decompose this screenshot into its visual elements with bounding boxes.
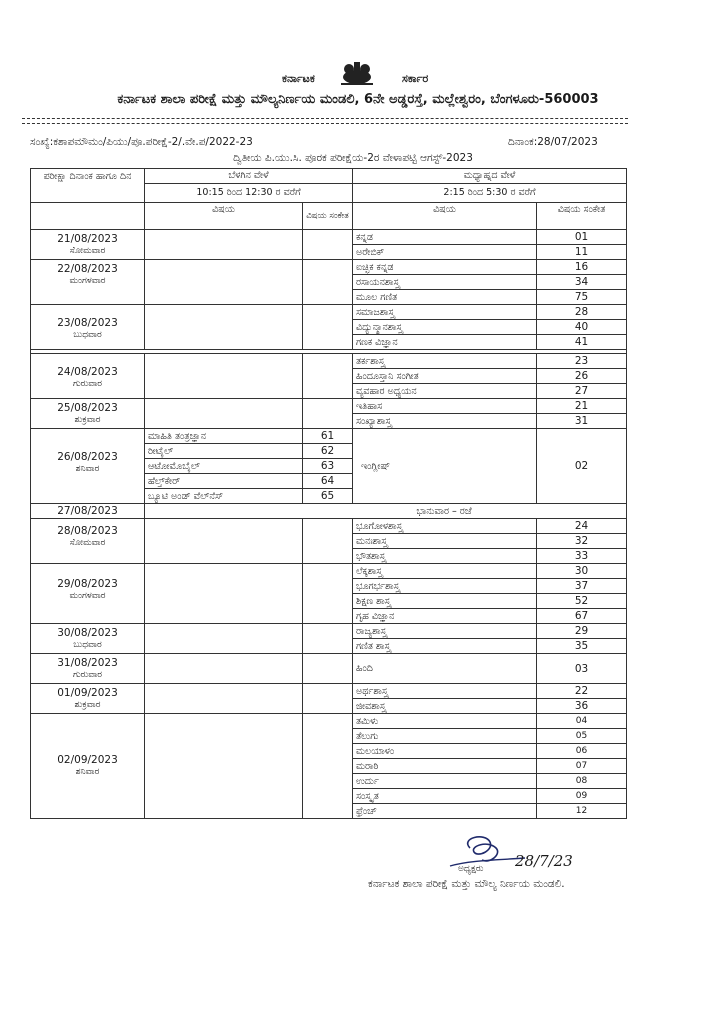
document-date: ದಿನಾಂಕ:28/07/2023 [508,136,598,148]
date-cell [31,260,145,305]
subject-name: ಹಿಂದೂಸ್ತಾನಿ ಸಂಗೀತ [353,369,537,384]
subject-code: 05 [537,729,627,744]
gov-right-text: ಸರ್ಕಾರ [402,72,429,85]
subject-name: ಕನ್ನಡ [353,230,537,245]
subject-code: 02 [537,429,627,504]
subject-code: 30 [537,564,627,579]
morning-code-empty [303,684,353,714]
subject-name: ಹೆಲ್ತ್‌ಕೇರ್ [145,474,303,489]
subject-name: ಫ್ರೆಂಚ್ [353,804,537,819]
subject-code: 31 [537,414,627,429]
subject-name: ಐಚ್ಛಿಕ ಕನ್ನಡ [353,260,537,275]
morning-subject-empty [145,654,303,684]
subject-name: ವಿದ್ಯುನ್ಮಾನಶಾಸ್ತ್ರ [353,320,537,335]
morning-subject-empty [145,564,303,624]
date-cell [31,305,145,350]
exam-date: 21/08/2023 [57,233,118,245]
exam-day: ಶುಕ್ರವಾರ [74,415,101,425]
board-name: ಕರ್ನಾಟಕ ಶಾಲಾ ಪರೀಕ್ಷೆ ಮತ್ತು ಮೌಲ್ಯ ನಿರ್ಣಯ ಮಂಡಲಿ. [368,878,565,890]
header-date-column: ಪರೀಕ್ಷಾ ದಿನಾಂಕ ಹಾಗೂ ದಿನ [31,169,145,203]
subject-name: ಉರ್ದು [353,774,537,789]
morning-code-empty [303,354,353,399]
morning-subject-empty [145,260,303,305]
header-afternoon-label: ಮಧ್ಯಾಹ್ನದ ವೇಳೆ [353,169,627,184]
state-emblem-icon [335,60,379,86]
table-row [31,260,627,275]
subject-name: ಮನಃಶಾಸ್ತ್ರ [353,534,537,549]
subject-code: 06 [537,744,627,759]
subject-code: 37 [537,579,627,594]
morning-code-empty [303,519,353,564]
header-subject-morning: ವಿಷಯ [145,203,303,230]
subject-code: 34 [537,275,627,290]
timetable [30,168,627,819]
date-cell [31,684,145,714]
subject-name: ಸಮಾಜಶಾಸ್ತ್ರ [353,305,537,320]
exam-day: ಬುಧವಾರ [73,640,102,650]
subject-name: ಗಣಿತ ಶಾಸ್ತ್ರ [353,639,537,654]
subject-code: 62 [303,444,353,459]
table-row [31,519,627,534]
divider [22,118,628,119]
subject-name: ರಸಾಯನಶಾಸ್ತ್ರ [353,275,537,290]
subject-name: ಸಂಖ್ಯಾಶಾಸ್ತ್ರ [353,414,537,429]
exam-day: ಸೋಮವಾರ [69,246,106,256]
date-cell [31,564,145,624]
exam-date: 23/08/2023 [57,317,118,329]
holiday-label: ಭಾನುವಾರ – ರಜೆ [145,504,627,519]
subject-code: 24 [537,519,627,534]
header-morning-time: 10:15 ರಿಂದ 12:30 ರ ವರೆಗೆ [145,184,353,203]
morning-subject-empty [145,519,303,564]
table-row [31,564,627,579]
exam-date: 02/09/2023 [57,754,118,766]
subject-name: ಅರ್ಥಶಾಸ್ತ್ರ [353,684,537,699]
subject-name: ತರ್ಕಶಾಸ್ತ್ರ [353,354,537,369]
table-row [31,684,627,699]
gov-left-text: ಕರ್ನಾಟಕ [282,72,315,85]
subject-name: ಶಿಕ್ಷಣ ಶಾಸ್ತ್ರ [353,594,537,609]
date-cell [31,230,145,260]
morning-subject-empty [145,230,303,260]
morning-code-empty [303,399,353,429]
reference-number: ಸಂಖ್ಯೆ:ಕಶಾಪಮೌಮಂ/ಪಿಯು/ಪೂ.ಪರೀಕ್ಷೆ-2/.ವೇ.ಪ/2022-23 [30,136,253,148]
subject-name: ರೀಟೈಲ್ [145,444,303,459]
header-afternoon-time: 2:15 ರಿಂದ 5:30 ರ ವರೆಗೆ [353,184,627,203]
divider [22,123,628,124]
subject-name: ಗಣಕ ವಿಜ್ಞಾನ [353,335,537,350]
exam-day: ಶುಕ್ರವಾರ [74,700,101,710]
subject-name: ಮೂಲ ಗಣಿತ [353,290,537,305]
table-row [31,714,627,729]
subject-code: 75 [537,290,627,305]
date-cell [31,504,145,519]
subject-name: ಭೂಗೋಳಶಾಸ್ತ್ರ [353,519,537,534]
board-title: ಕರ್ನಾಟಕ ಶಾಲಾ ಪರೀಕ್ಷೆ ಮತ್ತು ಮೌಲ್ಯನಿರ್ಣಯ ಮಂಡಲಿ, 6ನೇ ಅಡ್ಡರಸ್ತೆ, ಮಲ್ಲೇಶ್ವರಂ, ಬೆಂಗಳೂರು-560003 [117,92,599,107]
subject-name: ವ್ಯವಹಾರ ಅಧ್ಯಯನ [353,384,537,399]
exam-day: ಗುರುವಾರ [72,670,103,680]
subject-name: ಹಿಂದಿ [353,654,537,684]
exam-date: 27/08/2023 [57,505,118,517]
subject-code: 28 [537,305,627,320]
subject-code: 08 [537,774,627,789]
morning-code-empty [303,564,353,624]
subject-code: 32 [537,534,627,549]
morning-code-empty [303,624,353,654]
subject-code: 01 [537,230,627,245]
date-cell [31,714,145,819]
exam-day: ಗುರುವಾರ [72,379,103,389]
subject-code: 26 [537,369,627,384]
subject-name: ಇಂಗ್ಲೀಷ್ [353,429,537,504]
date-cell [31,354,145,399]
table-row [31,654,627,684]
subject-code: 29 [537,624,627,639]
date-cell [31,624,145,654]
morning-code-empty [303,230,353,260]
subject-code: 36 [537,699,627,714]
table-row [31,429,627,444]
morning-subject-empty [145,399,303,429]
subject-code: 23 [537,354,627,369]
exam-date: 24/08/2023 [57,366,118,378]
header-code-morning: ವಿಷಯ ಸಂಕೇತ [303,203,353,230]
exam-date: 25/08/2023 [57,402,118,414]
exam-day: ಬುಧವಾರ [73,330,102,340]
subject-name: ಜೀವಶಾಸ್ತ್ರ [353,699,537,714]
subject-name: ಆಟೋಮೊಬೈಲ್ [145,459,303,474]
subject-code: 67 [537,609,627,624]
exam-day: ಶನಿವಾರ [75,767,100,777]
subject-code: 41 [537,335,627,350]
signature-date: 28/7/23 [515,852,573,870]
subject-code: 64 [303,474,353,489]
subject-code: 22 [537,684,627,699]
header-blank-cell [31,203,145,230]
subject-code: 04 [537,714,627,729]
morning-code-empty [303,305,353,350]
morning-subject-empty [145,714,303,819]
schedule-title: ದ್ವಿತೀಯ ಪಿ.ಯು.ಸಿ. ಪೂರಕ ಪರೀಕ್ಷೆಯ-2ರ ವೇಳಾಪಟ್ಟಿ ಆಗಸ್ಟ್-2023 [233,152,473,164]
exam-date: 28/08/2023 [57,525,118,537]
exam-day: ಮಂಗಳವಾರ [69,591,106,601]
header-morning-label: ಬೆಳಗಿನ ವೇಳೆ [145,169,353,184]
subject-name: ಭೌತಶಾಸ್ತ್ರ [353,549,537,564]
subject-code: 03 [537,654,627,684]
subject-name: ಬ್ಯೂಟಿ ಅಂಡ್ ವೆಲ್‌ನೆಸ್ [145,489,303,504]
exam-day: ಮಂಗಳವಾರ [69,276,106,286]
table-row [31,230,627,245]
header-code-afternoon: ವಿಷಯ ಸಂಕೇತ [537,203,627,230]
subject-name: ಅರೇಬಿಕ್ [353,245,537,260]
header-subject-afternoon: ವಿಷಯ [353,203,537,230]
signatory-title: ಅಧ್ಯಕ್ಷರು [458,864,484,874]
subject-code: 65 [303,489,353,504]
exam-date: 01/09/2023 [57,687,118,699]
subject-code: 61 [303,429,353,444]
date-cell [31,519,145,564]
table-row [31,504,627,519]
exam-date: 30/08/2023 [57,627,118,639]
morning-code-empty [303,260,353,305]
morning-subject-empty [145,624,303,654]
subject-name: ಗೃಹ ವಿಜ್ಞಾನ [353,609,537,624]
date-cell [31,654,145,684]
subject-name: ಭೂಗರ್ಭಶಾಸ್ತ್ರ [353,579,537,594]
subject-code: 52 [537,594,627,609]
subject-code: 11 [537,245,627,260]
subject-name: ರಾಜ್ಯಶಾಸ್ತ್ರ [353,624,537,639]
subject-code: 35 [537,639,627,654]
subject-name: ಲೆಕ್ಕಶಾಸ್ತ್ರ [353,564,537,579]
subject-code: 21 [537,399,627,414]
table-row [31,305,627,320]
subject-code: 33 [537,549,627,564]
subject-code: 40 [537,320,627,335]
morning-subject-empty [145,684,303,714]
morning-subject-empty [145,354,303,399]
subject-code: 09 [537,789,627,804]
subject-name: ಇತಿಹಾಸ [353,399,537,414]
exam-date: 22/08/2023 [57,263,118,275]
subject-name: ಮರಾಠಿ [353,759,537,774]
subject-name: ತಮಿಳು [353,714,537,729]
subject-code: 27 [537,384,627,399]
exam-date: 26/08/2023 [57,451,118,463]
date-cell [31,399,145,429]
subject-code: 63 [303,459,353,474]
date-cell [31,429,145,504]
morning-code-empty [303,654,353,684]
subject-code: 07 [537,759,627,774]
table-row [31,399,627,414]
exam-day: ಶನಿವಾರ [75,464,100,474]
morning-code-empty [303,714,353,819]
exam-date: 31/08/2023 [57,657,118,669]
subject-name: ಮಲಯಾಳಂ [353,744,537,759]
table-row [31,624,627,639]
subject-name: ಮಾಹಿತಿ ತಂತ್ರಜ್ಞಾನ [145,429,303,444]
subject-name: ಸಂಸ್ಕೃತ [353,789,537,804]
subject-code: 16 [537,260,627,275]
table-row [31,354,627,369]
exam-day: ಸೋಮವಾರ [69,538,106,548]
morning-subject-empty [145,305,303,350]
exam-date: 29/08/2023 [57,578,118,590]
subject-code: 12 [537,804,627,819]
subject-name: ತೆಲುಗು [353,729,537,744]
